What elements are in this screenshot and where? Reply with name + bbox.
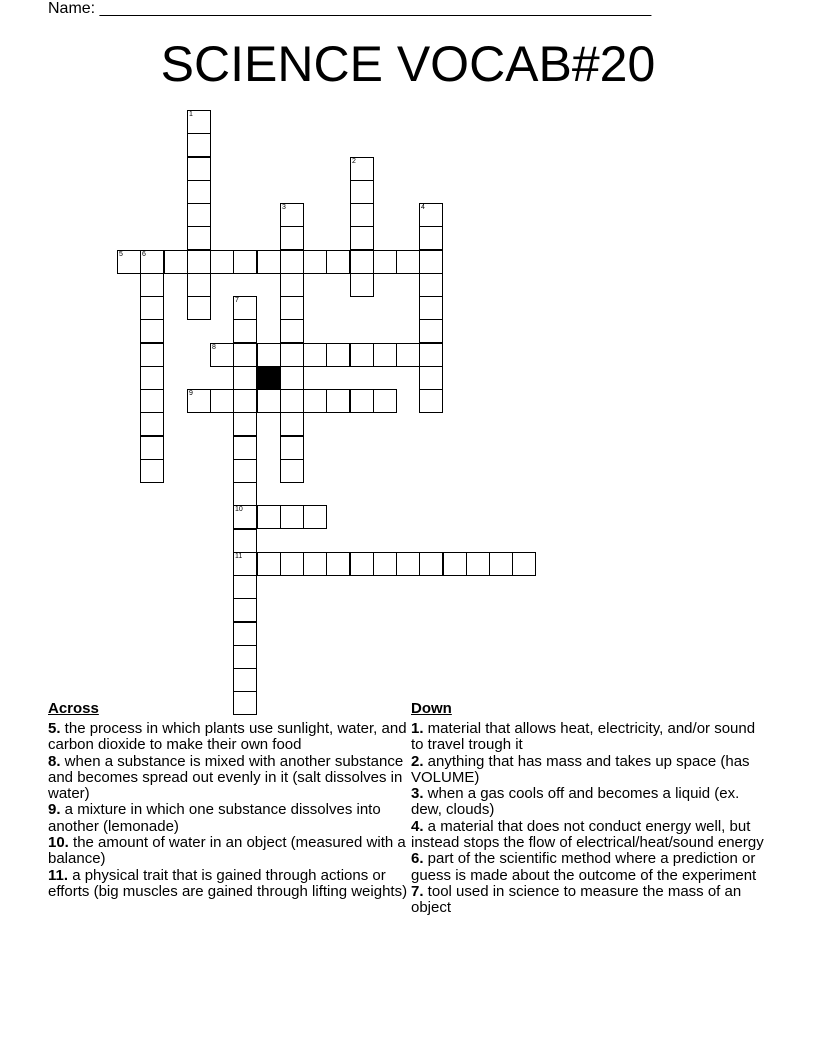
down-clues [411,700,771,917]
crossword-cell[interactable] [233,645,257,669]
crossword-cell[interactable] [512,552,536,576]
crossword-cell[interactable] [419,203,443,227]
clue-down-6 [411,851,771,884]
crossword-cell[interactable] [187,273,211,297]
crossword-cell[interactable] [303,389,327,413]
crossword-cell[interactable] [350,180,374,204]
clue-number-label: 3 [282,204,286,211]
clue-number-label: 1 [189,111,193,118]
crossword-cell[interactable] [210,250,234,274]
crossword-cell[interactable] [140,366,164,390]
crossword-cell[interactable] [233,250,257,274]
crossword-cell[interactable] [257,389,281,413]
crossword-cell[interactable] [326,552,350,576]
crossword-cell[interactable] [373,389,397,413]
crossword-cell[interactable] [280,319,304,343]
crossword-cell[interactable] [419,389,443,413]
crossword-cell[interactable] [140,250,164,274]
crossword-cell[interactable] [280,412,304,436]
crossword-cell[interactable] [187,389,211,413]
crossword-cell[interactable] [419,226,443,250]
clue-text: part of the scientific method where a prediction or guess is made about the outcome of the experiment [411,850,757,884]
name-field-line: Name: ______________________________________________________________ [48,0,652,17]
crossword-cell[interactable] [164,250,188,274]
crossword-cell[interactable] [257,505,281,529]
crossword-cell[interactable] [419,250,443,274]
down-heading: Down [411,700,452,717]
clue-number: 8. [48,752,61,770]
crossword-cell[interactable] [280,552,304,576]
clue-number-label: 6 [142,251,146,258]
crossword-cell[interactable] [350,552,374,576]
clue-text: when a substance is mixed with another substance and becomes spread out evenly in it (salt dissolves in water) [48,752,404,803]
clue-number: 6. [411,850,424,868]
crossword-cell[interactable] [233,482,257,506]
crossword-cell[interactable] [419,296,443,320]
crossword-cell[interactable] [210,343,234,367]
clue-number: 9. [48,801,61,819]
clue-number-label: 4 [421,204,425,211]
crossword-cell[interactable] [233,412,257,436]
crossword-cell[interactable] [350,273,374,297]
clue-down-2 [411,754,771,787]
crossword-black-cell [257,366,281,390]
crossword-cell[interactable] [233,529,257,553]
clue-text: a mixture in which one substance dissolves into another (lemonade) [48,801,381,835]
crossword-cell[interactable] [280,389,304,413]
crossword-cell[interactable] [233,668,257,692]
clue-down-1 [411,721,771,754]
clue-down-7 [411,884,771,917]
crossword-cell[interactable] [280,296,304,320]
crossword-cell[interactable] [280,366,304,390]
clue-down-3 [411,786,771,819]
clue-number-label: 10 [235,506,243,513]
crossword-cell[interactable] [280,273,304,297]
crossword-cell[interactable] [396,343,420,367]
clue-across-9 [48,802,408,835]
clue-number: 1. [411,720,424,737]
crossword-cell[interactable] [233,389,257,413]
crossword-cell[interactable] [233,319,257,343]
clue-text: material that allows heat, electricity, and/or sound to travel trough it [411,720,756,754]
crossword-cell[interactable] [187,180,211,204]
clue-number: 7. [411,882,424,900]
crossword-cell[interactable] [233,366,257,390]
page-title: SCIENCE VOCAB#20 [160,36,656,92]
crossword-cell[interactable] [280,250,304,274]
clue-text: a material that does not conduct energy well, but instead stops the flow of electrical/heat/sound energy [411,817,764,852]
crossword-cell[interactable] [373,250,397,274]
clue-number: 10. [48,834,69,852]
crossword-cell[interactable] [140,319,164,343]
crossword-cell[interactable] [233,436,257,460]
clue-number: 3. [411,785,424,803]
crossword-cell[interactable] [280,505,304,529]
clue-text: a physical trait that is gained through actions or efforts (big muscles are gained through lifting weights) [48,866,408,900]
crossword-cell[interactable] [303,505,327,529]
crossword-cell[interactable] [140,343,164,367]
crossword-cell[interactable] [187,226,211,250]
clue-number-label: 9 [189,390,193,397]
crossword-cell[interactable] [303,552,327,576]
crossword-cell[interactable] [233,296,257,320]
crossword-cell[interactable] [233,343,257,367]
crossword-cell[interactable] [280,436,304,460]
crossword-cell[interactable] [257,343,281,367]
clue-down-4 [411,819,771,852]
across-clues [48,700,408,900]
crossword-cell[interactable] [326,250,350,274]
crossword-cell[interactable] [350,389,374,413]
crossword-cell[interactable] [350,203,374,227]
crossword-cell[interactable] [140,459,164,483]
crossword-cell[interactable] [419,552,443,576]
crossword-cell[interactable] [350,157,374,181]
crossword-cell[interactable] [233,552,257,576]
crossword-cell[interactable] [396,552,420,576]
clue-text: tool used in science to measure the mass of an object [411,882,742,917]
crossword-cell[interactable] [140,412,164,436]
clue-across-11 [48,868,408,901]
clue-number: 4. [411,817,424,835]
clue-number: 5. [48,720,61,737]
crossword-cell[interactable] [140,273,164,297]
crossword-cell[interactable] [210,389,234,413]
crossword-cell[interactable] [419,319,443,343]
crossword-cell[interactable] [373,343,397,367]
crossword-cell[interactable] [140,436,164,460]
crossword-cell[interactable] [350,343,374,367]
clue-across-8 [48,754,408,803]
crossword-cell[interactable] [257,552,281,576]
crossword-cell[interactable] [233,622,257,646]
crossword-cell[interactable] [257,250,281,274]
clue-text: anything that has mass and takes up space (has VOLUME) [411,752,750,786]
crossword-cell[interactable] [280,343,304,367]
across-heading: Across [48,700,99,717]
crossword-cell[interactable] [187,203,211,227]
crossword-cell[interactable] [419,273,443,297]
crossword-cell[interactable] [373,552,397,576]
crossword-cell[interactable] [326,389,350,413]
crossword-cell[interactable] [187,110,211,134]
clue-across-10 [48,835,408,868]
crossword-cell[interactable] [117,250,141,274]
clue-text: when a gas cools off and becomes a liquid (ex. dew, clouds) [411,785,740,819]
crossword-cell[interactable] [233,459,257,483]
crossword-cell[interactable] [419,343,443,367]
clue-text: the process in which plants use sunlight, water, and carbon dioxide to make their own food [48,720,407,754]
clue-number-label: 8 [212,344,216,351]
clue-text: the amount of water in an object (measured with a balance) [48,834,406,868]
crossword-cell[interactable] [443,552,467,576]
clue-number: 11. [48,866,69,884]
crossword-cell[interactable] [350,226,374,250]
clue-number-label: 5 [119,251,123,258]
crossword-cell[interactable] [187,296,211,320]
crossword-cell[interactable] [187,133,211,157]
crossword-cell[interactable] [303,250,327,274]
crossword-cell[interactable] [140,296,164,320]
crossword-cell[interactable] [187,157,211,181]
crossword-cell[interactable] [303,343,327,367]
crossword-cell[interactable] [489,552,513,576]
crossword-cell[interactable] [140,389,164,413]
crossword-cell[interactable] [350,250,374,274]
crossword-cell[interactable] [326,343,350,367]
crossword-cell[interactable] [396,250,420,274]
crossword-cell[interactable] [280,459,304,483]
clue-across-5 [48,721,408,754]
clue-number: 2. [411,752,424,770]
crossword-cell[interactable] [280,226,304,250]
crossword-cell[interactable] [280,203,304,227]
clue-number-label: 7 [235,297,239,304]
crossword-cell[interactable] [233,598,257,622]
crossword-cell[interactable] [466,552,490,576]
clue-number-label: 2 [352,158,356,165]
crossword-cell[interactable] [419,366,443,390]
crossword-cell[interactable] [233,575,257,599]
crossword-cell[interactable] [187,250,211,274]
clue-number-label: 11 [235,553,243,560]
crossword-cell[interactable] [233,505,257,529]
